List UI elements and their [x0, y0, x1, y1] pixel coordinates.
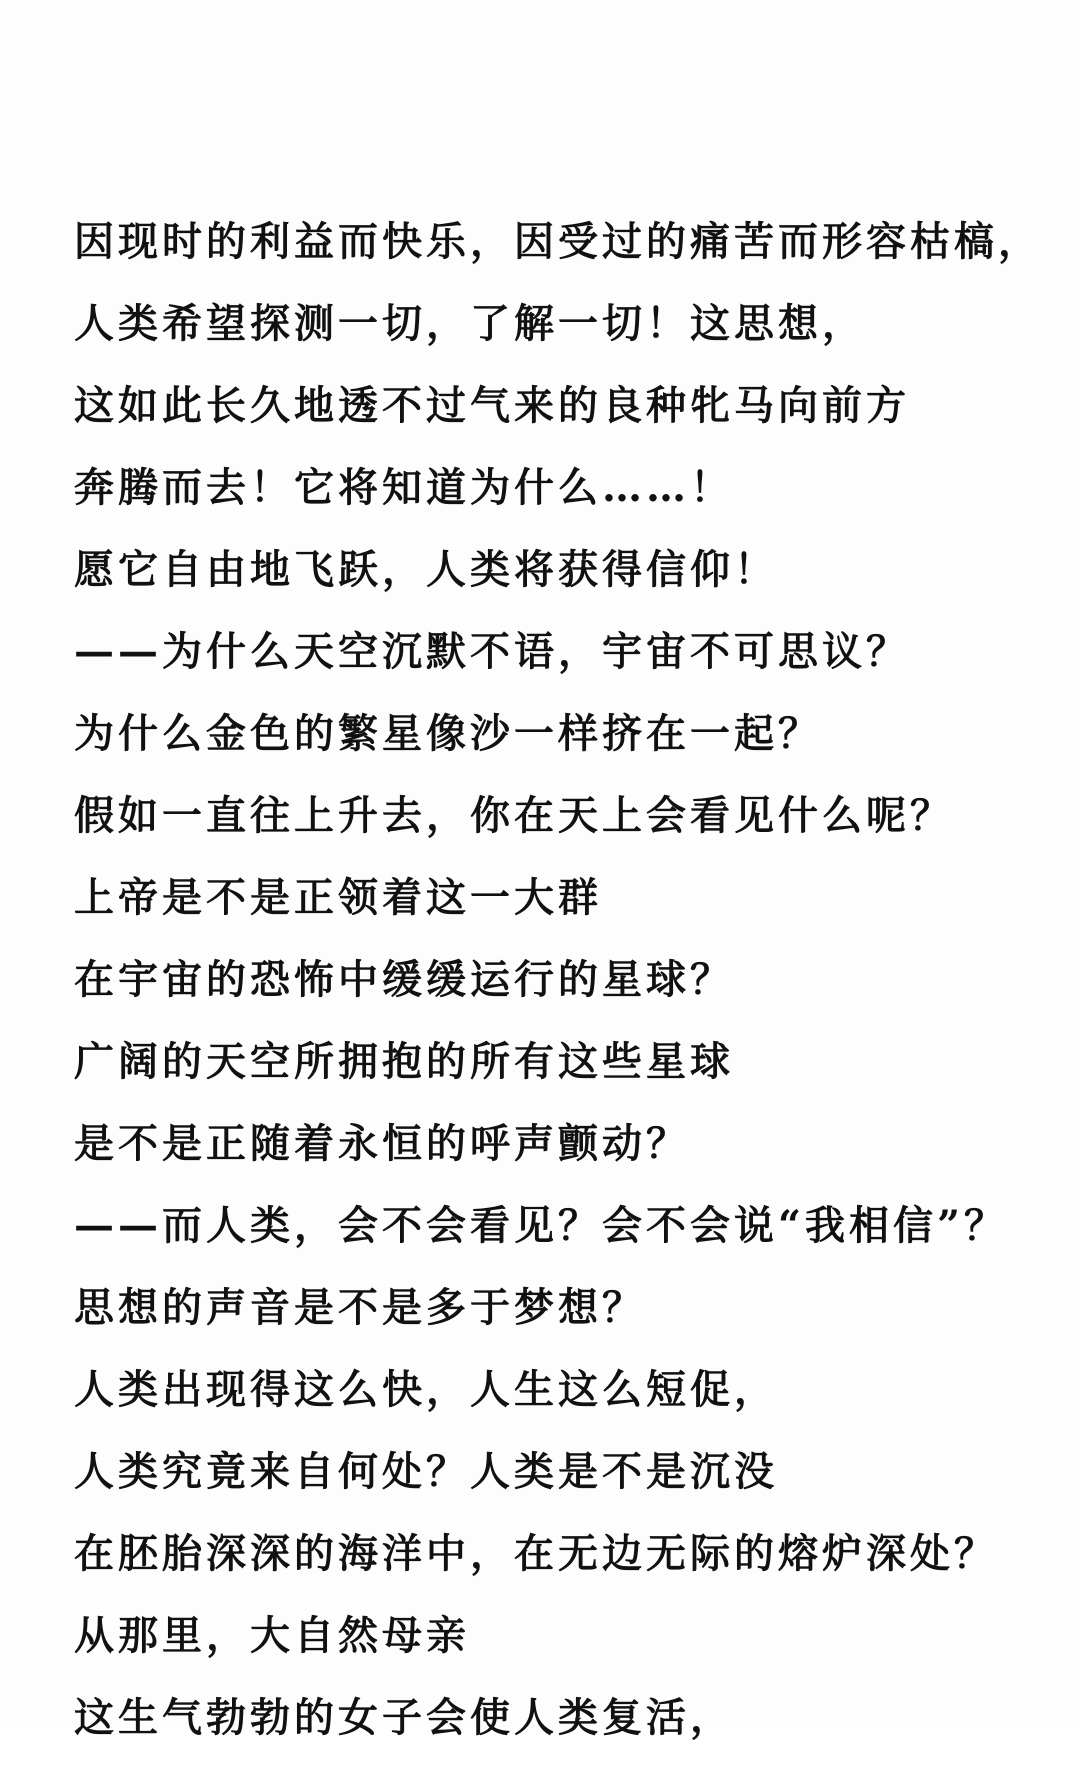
poem-text [74, 212, 1064, 1770]
poem-line: 这如此长久地透不过气来的良种牝马向前方 [74, 382, 910, 429]
poem-line: 是不是正随着永恒的呼声颤动？ [74, 1120, 690, 1167]
poem-line: 人类出现得这么快，人生这么短促， [74, 1366, 778, 1413]
poem-line: 在胚胎深深的海洋中，在无边无际的熔炉深处？ [74, 1530, 998, 1577]
poem-line: ——而人类，会不会看见？会不会说“我相信”？ [74, 1202, 1009, 1249]
poem-line: ——为什么天空沉默不语，宇宙不可思议？ [74, 628, 910, 675]
poem-line: 上帝是不是正领着这一大群 [74, 874, 602, 921]
poem-line: 在宇宙的恐怖中缓缓运行的星球？ [74, 956, 734, 1003]
poem-line: 这生气勃勃的女子会使人类复活， [74, 1694, 734, 1741]
poem-line: 为什么金色的繁星像沙一样挤在一起？ [74, 710, 822, 757]
poem-line: 愿它自由地飞跃，人类将获得信仰！ [74, 546, 778, 593]
poem-line: 因现时的利益而快乐，因受过的痛苦而形容枯槁， [74, 218, 1042, 265]
poem-line: 奔腾而去！它将知道为什么……！ [74, 464, 734, 511]
poem-line: 广阔的天空所拥抱的所有这些星球 [74, 1038, 734, 1085]
poem-line: 人类希望探测一切，了解一切！这思想， [74, 300, 866, 347]
poem-line: 思想的声音是不是多于梦想？ [74, 1284, 646, 1331]
poem-line: 假如一直往上升去，你在天上会看见什么呢？ [74, 792, 954, 839]
poem-line: 人类究竟来自何处？人类是不是沉没 [74, 1448, 778, 1495]
poem-line: 从那里，大自然母亲 [74, 1612, 470, 1659]
